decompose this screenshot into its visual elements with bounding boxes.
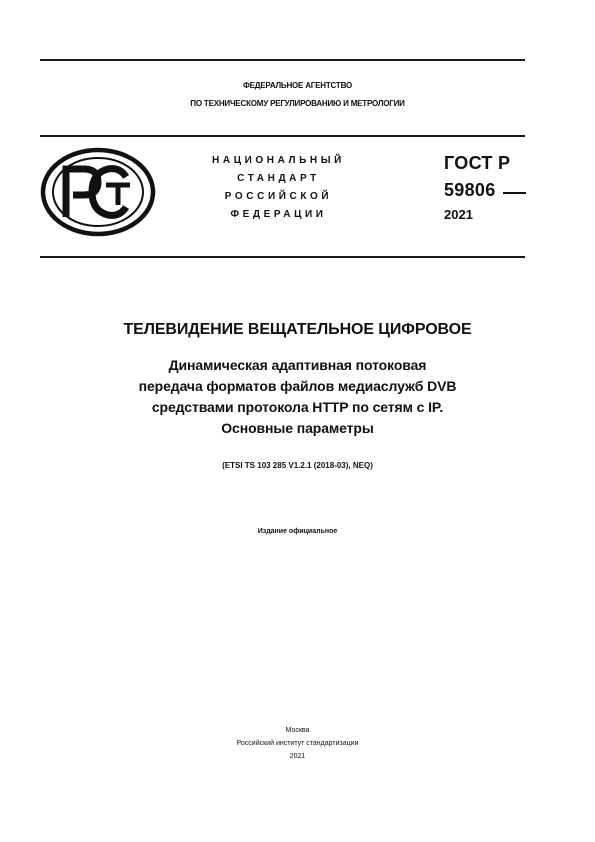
agency-name-line2: ПО ТЕХНИЧЕСКОМУ РЕГУЛИРОВАНИЮ И МЕТРОЛОГИИ (190, 99, 405, 108)
document-subtitle-line3: средствами протокола HTTP по сетям с IP. (151, 399, 444, 415)
standard-type-line4: ФЕДЕРАЦИИ (230, 209, 327, 220)
gost-number-dash (503, 192, 526, 194)
header-divider (40, 135, 525, 137)
gost-year: 2021 (444, 207, 473, 222)
standard-type-line1: НАЦИОНАЛЬНЫЙ (212, 155, 345, 166)
document-subtitle-line2: передача форматов файлов медиаслужб DVB (138, 378, 457, 394)
rst-logo-icon (40, 147, 156, 237)
edition-note: Издание официальное (257, 528, 338, 535)
publication-year: 2021 (289, 753, 306, 760)
document-subtitle-line4: Основные параметры (221, 420, 374, 436)
document-main-title: ТЕЛЕВИДЕНИЕ ВЕЩАТЕЛЬНОЕ ЦИФРОВОЕ (123, 321, 472, 338)
top-divider (40, 59, 525, 61)
publisher-city: Москва (285, 727, 310, 734)
reference-standard: (ETSI TS 103 285 V1.2.1 (2018-03), NEQ) (222, 461, 373, 470)
gost-number: 59806 (444, 180, 496, 200)
agency-name-line1: ФЕДЕРАЛЬНОЕ АГЕНТСТВО (242, 81, 352, 90)
standard-type-line3: РОССИЙСКОЙ (224, 191, 333, 202)
gost-label: ГОСТ Р (444, 153, 511, 173)
title-divider (40, 256, 525, 258)
publisher-name: Российский институт стандартизации (236, 740, 359, 747)
standard-type-line2: СТАНДАРТ (237, 173, 320, 184)
document-subtitle-line1: Динамическая адаптивная потоковая (168, 357, 427, 373)
